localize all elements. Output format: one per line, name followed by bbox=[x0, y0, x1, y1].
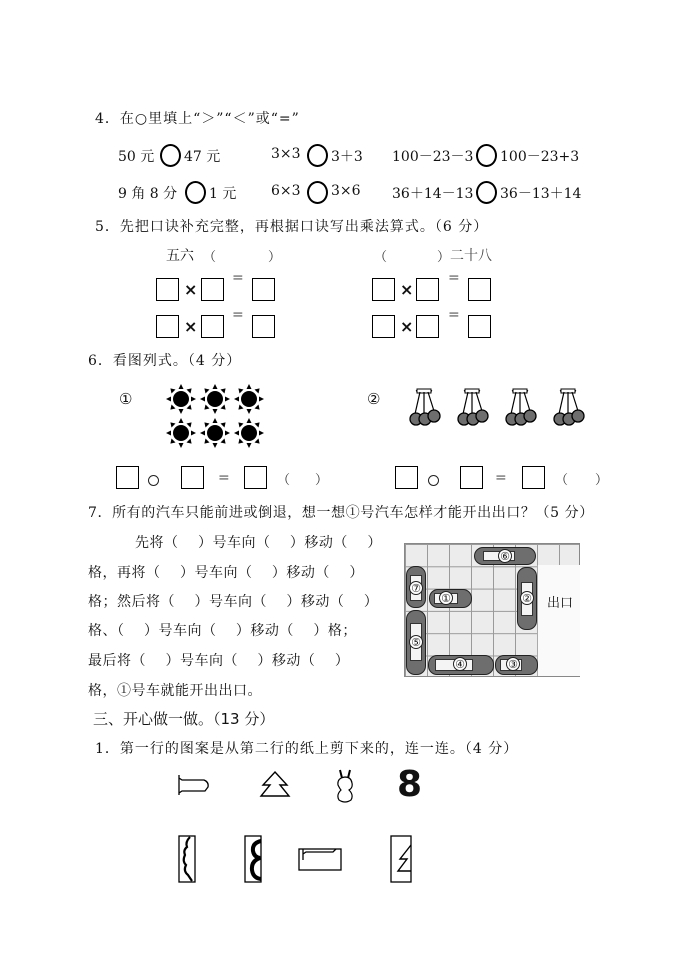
q4-r1c1-left: 50 元 bbox=[118, 149, 155, 165]
rabbit-half-paper-icon[interactable] bbox=[178, 835, 198, 885]
flag-paper-icon[interactable] bbox=[298, 846, 344, 872]
paren-open: （ bbox=[203, 250, 217, 265]
car-7-label: ⑦ bbox=[409, 581, 423, 595]
answer-box[interactable] bbox=[181, 466, 204, 489]
q7-title: 7．所有的汽车只能前进或倒退，想一想①号汽车怎样才能开出出口？（5 分） bbox=[88, 505, 594, 521]
rabbit-shape-icon[interactable] bbox=[333, 768, 357, 804]
car-3-label: ③ bbox=[506, 657, 520, 671]
operator-circle[interactable] bbox=[148, 475, 159, 486]
answer-circle[interactable] bbox=[160, 144, 181, 167]
q4-r2c3-right: 36－13＋14 bbox=[500, 186, 582, 202]
answer-box[interactable] bbox=[416, 278, 439, 301]
answer-box[interactable] bbox=[116, 466, 139, 489]
eight-shape-icon[interactable]: 8 bbox=[397, 764, 423, 805]
q7-line-3[interactable]: 格；然后将（ ）号车向（ ）移动（ ） bbox=[88, 594, 379, 610]
q4-r2c1-right: 1 元 bbox=[209, 186, 237, 202]
q7-line-5[interactable]: 最后将（ ）号车向（ ）移动（ ） bbox=[88, 653, 350, 669]
times-sign: × bbox=[400, 280, 414, 299]
answer-box[interactable] bbox=[416, 315, 439, 338]
q4-r2c1-left: 9 角 8 分 bbox=[118, 186, 178, 202]
answer-circle[interactable] bbox=[476, 144, 497, 167]
answer-circle[interactable] bbox=[307, 181, 328, 204]
item-1-label: ① bbox=[119, 390, 133, 408]
answer-circle[interactable] bbox=[185, 181, 206, 204]
section-3-q1-title: 1．第一行的图案是从第二行的纸上剪下来的，连一连。（4 分） bbox=[95, 741, 519, 757]
exit-label: 出口 bbox=[547, 596, 574, 611]
cherry-group-icon bbox=[408, 388, 598, 430]
operator-circle[interactable] bbox=[428, 475, 439, 486]
q4-r1c3-right: 100－23+3 bbox=[500, 149, 580, 165]
answer-box[interactable] bbox=[156, 278, 179, 301]
q4-r1c1-right: 47 元 bbox=[184, 149, 221, 165]
unit-paren-close: ） bbox=[315, 473, 329, 488]
answer-box[interactable] bbox=[468, 278, 491, 301]
q6-title: 6．看图列式。（4 分） bbox=[88, 353, 242, 369]
car-6-label: ⑥ bbox=[498, 549, 512, 563]
paren-open[interactable]: （ bbox=[374, 250, 388, 265]
item-2-label: ② bbox=[367, 390, 381, 408]
q4-r2c3-left: 36＋14－13 bbox=[392, 186, 474, 202]
car-5-label: ⑤ bbox=[409, 635, 423, 649]
eight-half-paper-icon[interactable] bbox=[244, 835, 264, 885]
car-4-label: ④ bbox=[453, 657, 467, 671]
rhyme-prefix: 五六 bbox=[166, 248, 194, 264]
answer-box[interactable] bbox=[522, 466, 545, 489]
q4-r2c2-right: 3×6 bbox=[331, 183, 361, 199]
tree-shape-icon[interactable] bbox=[258, 770, 292, 800]
q7-line-4[interactable]: 格、（ ）号车向（ ）移动（ ）格； bbox=[88, 623, 357, 639]
rhyme-suffix: 二十八 bbox=[450, 248, 492, 264]
answer-box[interactable] bbox=[201, 315, 224, 338]
answer-box[interactable] bbox=[460, 466, 483, 489]
q4-title: 4．在○里填上“＞”“＜”或“=” bbox=[95, 111, 300, 127]
answer-circle[interactable] bbox=[307, 144, 328, 167]
car-1-label: ① bbox=[439, 591, 453, 605]
equals-sign: = bbox=[232, 270, 244, 286]
answer-box[interactable] bbox=[244, 466, 267, 489]
answer-box[interactable] bbox=[156, 315, 179, 338]
section-3-heading: 三、开心做一做。（13 分） bbox=[93, 710, 275, 728]
paren-close[interactable]: ） bbox=[268, 250, 282, 265]
q5-title: 5．先把口诀补充完整，再根据口诀写出乘法算式。（6 分） bbox=[95, 219, 489, 235]
q4-r1c2-left: 3×3 bbox=[271, 146, 301, 162]
times-sign: × bbox=[184, 317, 198, 336]
answer-box[interactable] bbox=[252, 315, 275, 338]
q4-r1c3-left: 100－23－3 bbox=[392, 149, 474, 165]
flag-shape-icon[interactable] bbox=[176, 772, 212, 798]
equals-sign: = bbox=[218, 470, 230, 486]
exit-zone bbox=[537, 565, 580, 676]
answer-box[interactable] bbox=[395, 466, 418, 489]
times-sign: × bbox=[184, 280, 198, 299]
q4-r1c2-right: 3＋3 bbox=[331, 149, 363, 165]
answer-box[interactable] bbox=[468, 315, 491, 338]
equals-sign: = bbox=[448, 307, 460, 323]
unit-paren-open[interactable]: （ bbox=[555, 473, 569, 488]
q4-r2c2-left: 6×3 bbox=[271, 183, 301, 199]
unit-paren-close: ） bbox=[595, 473, 609, 488]
q7-line-1[interactable]: 先将（ ）号车向（ ）移动（ ） bbox=[135, 535, 382, 551]
equals-sign: = bbox=[232, 307, 244, 323]
paren-close: ） bbox=[437, 250, 451, 265]
answer-box[interactable] bbox=[372, 278, 395, 301]
q7-line-6: 格，①号车就能开出出口。 bbox=[88, 683, 262, 699]
answer-box[interactable] bbox=[372, 315, 395, 338]
answer-box[interactable] bbox=[252, 278, 275, 301]
answer-box[interactable] bbox=[201, 278, 224, 301]
car-2-label: ② bbox=[520, 591, 534, 605]
tree-half-paper-icon[interactable] bbox=[390, 835, 414, 885]
equals-sign: = bbox=[495, 470, 507, 486]
unit-paren-open[interactable]: （ bbox=[277, 473, 291, 488]
times-sign: × bbox=[400, 317, 414, 336]
equals-sign: = bbox=[448, 270, 460, 286]
q7-line-2[interactable]: 格，再将（ ）号车向（ ）移动（ ） bbox=[88, 565, 364, 581]
answer-circle[interactable] bbox=[476, 181, 497, 204]
sun-group-icon bbox=[163, 382, 267, 450]
